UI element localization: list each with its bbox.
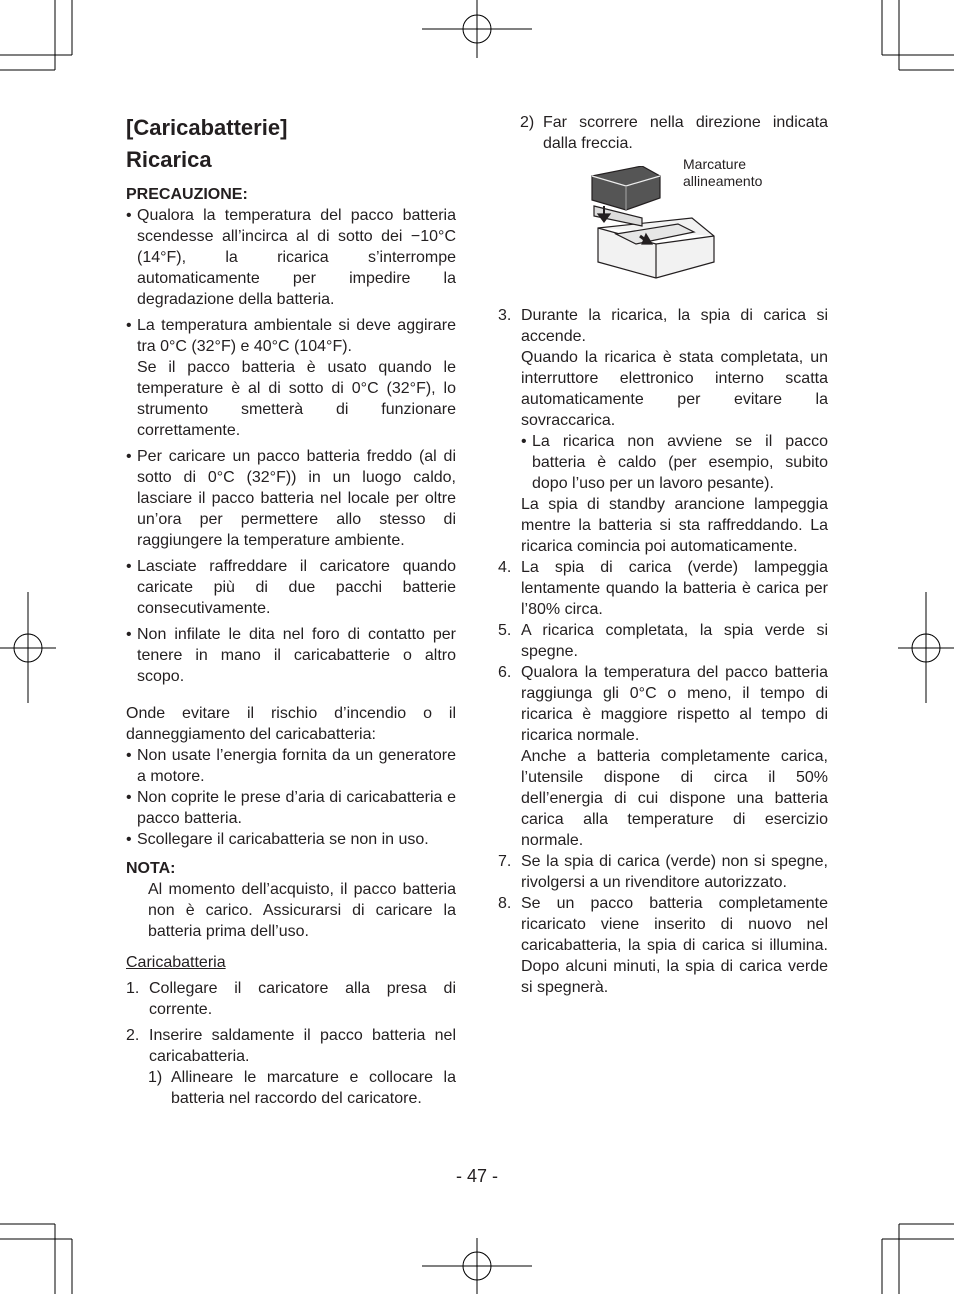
precaution-item: • Qualora la temperatura del pacco batteria scendesse all’incirca al di sotto dei −10°C (14°F), la ricarica s’interrompe automaticamente per impedire la degradazione della batteria.	[126, 207, 456, 308]
step-item: 5. A ricarica completata, la spia verde si spegne.	[498, 622, 828, 660]
figure-label: Marcature allineamento	[683, 156, 763, 189]
step-continuation: La spia di standby arancione lampeggia mentre la batteria si sta raffreddando. La ricarica comincia poi automaticamente.	[521, 496, 828, 555]
step-item: 2. Inserire saldamente il pacco batteria nel caricabatteria.	[126, 1027, 456, 1065]
section-title: [Caricabatterie]	[126, 115, 288, 140]
page-number: - 47 -	[455, 1166, 498, 1186]
charger-figure	[498, 156, 828, 286]
step-item: 1. Collegare il caricatore alla presa di corrente.	[126, 980, 456, 1018]
precaution-item: • Non infilate le dita nel foro di contatto per tenere in mano il caricabatterie o altro scopo.	[126, 626, 456, 685]
left-column	[126, 112, 456, 1109]
fire-item: • Non usate l’energia fornita da un generatore a motore.	[126, 747, 456, 785]
precaution-item-continuation: Se il pacco batteria è usato quando le temperature è al di sotto di 0°C (32°F), lo strumento smetterà di funzionare correttamente.	[137, 359, 456, 439]
step-note: • La ricarica non avviene se il pacco batteria è caldo (per esempio, subito dopo l’uso per un lavoro pesante).	[521, 433, 828, 492]
precaution-item: • Lasciate raffreddare il caricatore quando caricate più di due pacchi batterie consecutivamente.	[126, 558, 456, 617]
fire-item: • Scollegare il caricabatteria se non in uso.	[126, 831, 429, 848]
right-column	[498, 112, 828, 998]
note-text: Al momento dell’acquisto, il pacco batteria non è carico. Assicurarsi di caricare la batteria prima dell’uso.	[148, 881, 456, 940]
step-item: 6. Qualora la temperatura del pacco batteria raggiunga gli 0°C o meno, il tempo di ricarica è maggiore rispetto al tempo di ricarica normale. Anche a batteria completamente carica, l’utensile dispone di circa il 50% dell’energia di cui dispone una batteria carica alla temperature di esercizio normale.	[498, 664, 828, 849]
step-item: 4. La spia di carica (verde) lampeggia lentamente quando la batteria è carica per l’80% circa.	[498, 559, 828, 618]
step-continuation: Anche a batteria completamente carica, l’utensile dispone di circa il 50% dell’energia di cui dispone una batteria carica alla temperature di esercizio normale.	[521, 748, 828, 849]
section-subtitle: Ricarica	[126, 147, 212, 172]
substep-item: 1) Allineare le marcature e collocare la batteria nel raccordo del caricatore.	[148, 1069, 456, 1107]
fire-item: • Non coprite le prese d’aria di caricabatteria e pacco batteria.	[126, 789, 456, 827]
substep-item: 2) Far scorrere nella direzione indicata dalla freccia.	[520, 114, 828, 152]
precaution-heading: PRECAUZIONE:	[126, 186, 248, 203]
fire-intro: Onde evitare il rischio d’incendio o il danneggiamento del caricabatteria:	[126, 705, 456, 743]
step-item: 3. Durante la ricarica, la spia di carica si accende. Quando la ricarica è stata completata, un interruttore elettronico interno scatta automaticamente per evitare la sovraccarica.	[498, 307, 828, 429]
step-continuation: Quando la ricarica è stata completata, un interruttore elettronico interno scatta automaticamente per evitare la sovraccarica.	[521, 349, 828, 429]
step-item: 7. Se la spia di carica (verde) non si spegne, rivolgersi a un rivenditore autorizzato.	[498, 853, 828, 891]
precaution-item: • La temperatura ambientale si deve aggirare tra 0°C (32°F) e 40°C (104°F). Se il pacco batteria è usato quando le temperature è al di sotto di 0°C (32°F), lo strumento smetterà di funzionare correttamente.	[126, 317, 456, 439]
precaution-item: • Per caricare un pacco batteria freddo (al di sotto di 0°C (32°F)) in un luogo caldo, lasciare il pacco batteria nel locale per oltre un’ora per permettere allo stesso di raggiungere la temperature ambiente.	[126, 448, 456, 549]
note-heading: NOTA:	[126, 860, 176, 877]
charger-label: Caricabatteria	[126, 954, 226, 971]
step-item: 8. Se un pacco batteria completamente ricaricato viene inserito di nuovo nel caricabatteria, la spia di carica si illumina. Dopo alcuni minuti, la spia di carica verde si spegnerà.	[498, 895, 828, 996]
